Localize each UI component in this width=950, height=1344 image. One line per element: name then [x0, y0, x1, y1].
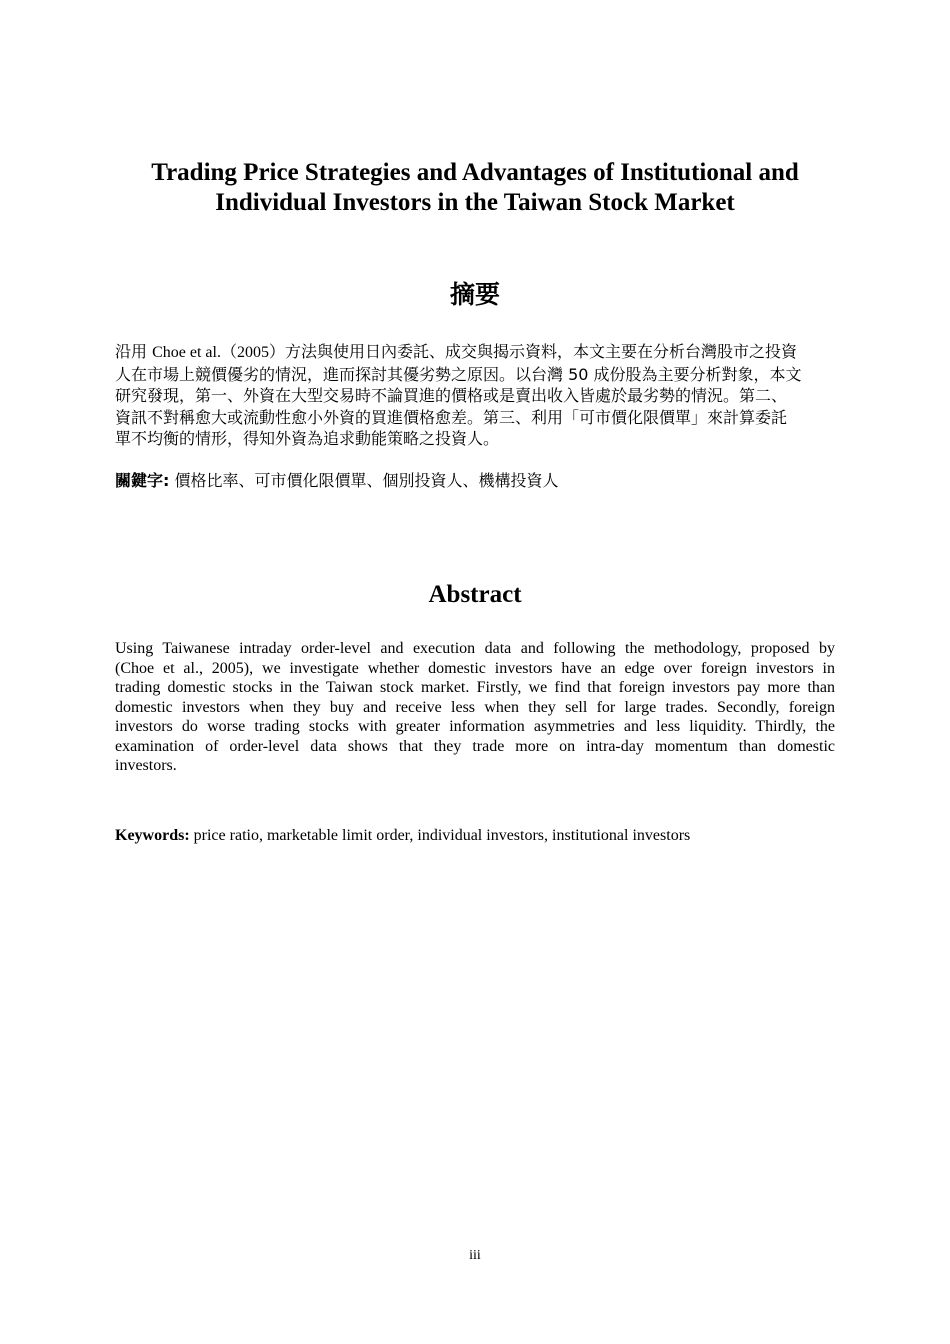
- english-abstract-heading: Abstract: [428, 581, 522, 608]
- chinese-abstract-body: [115, 341, 835, 450]
- paper-title-line-2: Individual Investors in the Taiwan Stock Market: [215, 189, 735, 216]
- english-keywords-text: price ratio, marketable limit order, individual investors, institutional investors: [189, 827, 691, 844]
- chinese-abstract-line-5: 單不均衡的情形，得知外資為追求動能策略之投資人。: [115, 429, 500, 448]
- chinese-abstract-line-4: 資訊不對稱愈大或流動性愈小外資的買進價格愈差。第三、利用「可市價化限價單」來計算委託: [115, 407, 788, 427]
- english-abstract-body: [115, 639, 835, 776]
- chinese-abstract-heading: 摘要: [449, 280, 500, 309]
- chinese-keywords-label: 關鍵字:: [115, 471, 170, 490]
- chinese-abstract-citation: Choe et al.（2005）: [152, 344, 285, 361]
- page-number: iii: [469, 1248, 481, 1263]
- chinese-abstract-line-3: 研究發現，第一、外資在大型交易時不論買進的價格或是賣出收入皆處於最劣勢的情況。第二、: [115, 386, 788, 405]
- english-abstract-line-6: examination of order-level data shows that they trade more on intra-day momentum than domestic: [115, 737, 835, 755]
- paper-title-line-1: Trading Price Strategies and Advantages of Institutional and: [151, 159, 799, 186]
- english-abstract-line-1: Using Taiwanese intraday order-level and execution data and following the methodology, proposed by: [115, 640, 835, 657]
- chinese-abstract-line-1-prefix: 沿用: [115, 342, 153, 361]
- paper-title: [115, 158, 835, 218]
- english-keywords-label: Keywords:: [115, 827, 190, 844]
- english-abstract-line-4: domestic investors when they buy and receive less when they sell for large trades. Secondly, foreign: [115, 698, 835, 716]
- chinese-keywords: [115, 470, 835, 492]
- chinese-keywords-text: 價格比率、可市價化限價單、個別投資人、機構投資人: [169, 471, 559, 490]
- english-abstract-line-2: (Choe et al., 2005), we investigate whether domestic investors have an edge over foreign investors in: [115, 659, 835, 677]
- english-abstract-line-7: investors.: [115, 757, 177, 774]
- chinese-abstract-line-1-rest: 方法與使用日內委託、成交與揭示資料，本文主要在分析台灣股市之投資: [284, 342, 797, 361]
- chinese-abstract-line-1: [115, 341, 835, 364]
- english-keywords: [115, 826, 835, 846]
- english-abstract-line-3: trading domestic stocks in the Taiwan stock market. Firstly, we find that foreign investors pay more than: [115, 679, 835, 696]
- english-abstract-line-5: investors do worse trading stocks with greater information asymmetries and less liquidity. Thirdly, the: [115, 718, 835, 735]
- chinese-abstract-line-2: 人在市場上競價優劣的情況，進而探討其優劣勢之原因。以台灣 50 成份股為主要分析對象，本文: [115, 364, 802, 384]
